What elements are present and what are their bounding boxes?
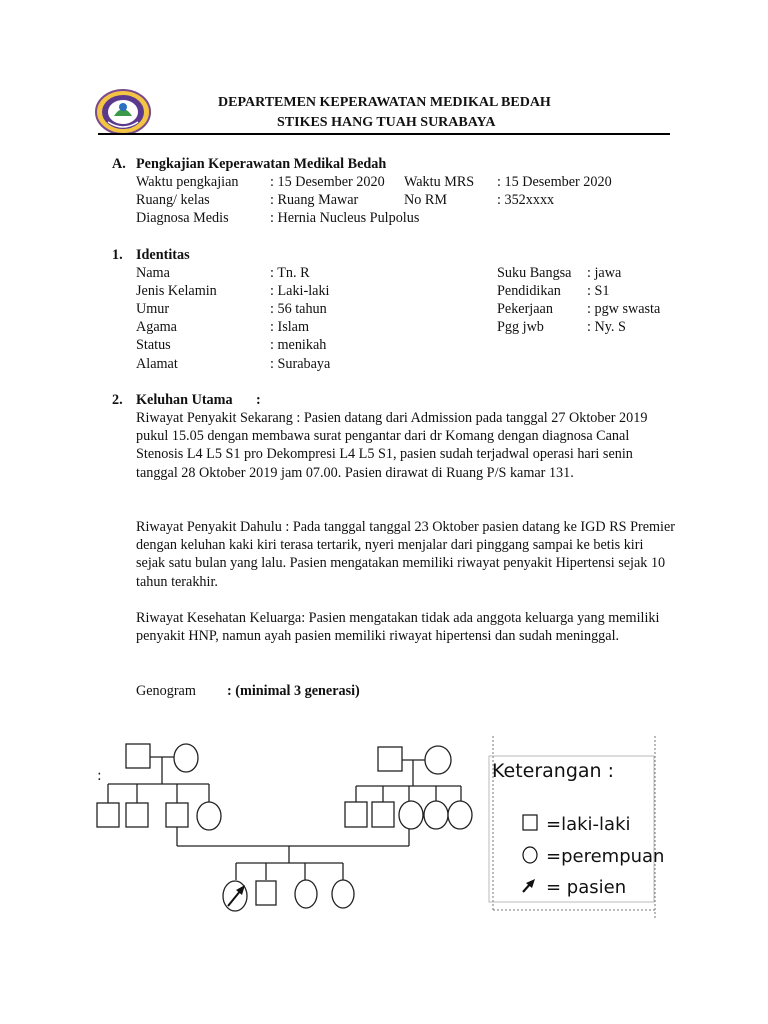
header-divider <box>98 133 670 135</box>
identity-label: Umur <box>136 301 170 317</box>
male-symbol <box>378 747 402 771</box>
identity-value: : menikah <box>270 337 327 353</box>
identity-label: Pgg jwb <box>497 319 544 335</box>
female-symbol <box>197 802 221 830</box>
identity-label: Pendidikan <box>497 283 561 299</box>
identity-value: : Laki-laki <box>270 283 330 299</box>
male-symbol <box>345 802 367 827</box>
female-symbol <box>424 801 448 829</box>
female-symbol <box>174 744 198 772</box>
field-value: : 15 Desember 2020 <box>270 174 385 190</box>
identity-label: Jenis Kelamin <box>136 283 217 299</box>
identity-value: : Islam <box>270 319 310 335</box>
identity-value: : Surabaya <box>270 356 331 372</box>
identity-value: : S1 <box>587 283 610 299</box>
section-1-title: Identitas <box>136 247 190 263</box>
institution-logo-icon <box>94 88 152 136</box>
identity-label: Agama <box>136 319 177 335</box>
male-symbol <box>256 881 276 905</box>
field-label: Ruang/ kelas <box>136 192 210 208</box>
identity-label: Suku Bangsa <box>497 265 572 281</box>
field-value: : 352xxxx <box>497 192 555 208</box>
legend-male: =laki-laki <box>546 814 631 835</box>
field-label: Waktu pengkajian <box>136 174 239 190</box>
male-symbol <box>372 802 394 827</box>
identity-value: : pgw swasta <box>587 301 661 317</box>
circle-icon <box>523 847 537 863</box>
male-symbol <box>126 744 150 768</box>
male-symbol <box>166 803 188 827</box>
genogram-diagram <box>0 722 768 952</box>
field-value: : 15 Desember 2020 <box>497 174 612 190</box>
female-symbol <box>332 880 354 908</box>
identity-value: : Tn. R <box>270 265 310 281</box>
identity-value: : jawa <box>587 265 622 281</box>
section-2-title: Keluhan Utama <box>136 392 233 408</box>
legend-female: =perempuan <box>546 846 665 867</box>
stray-mark: : <box>97 768 102 784</box>
field-label: Diagnosa Medis <box>136 210 229 226</box>
female-symbol <box>425 746 451 774</box>
section-1-number: 1. <box>112 247 123 263</box>
arrow-icon <box>523 879 535 892</box>
identity-label: Nama <box>136 265 170 281</box>
legend-patient: = pasien <box>546 877 627 898</box>
field-label: Waktu MRS <box>404 174 475 190</box>
female-symbol <box>295 880 317 908</box>
riwayat-penyakit-dahulu: Riwayat Penyakit Dahulu : Pada tanggal tanggal 23 Oktober pasien datang ke IGD RS Premier dengan keluhan kaki kiri terasa tertarik, nyeri menjalar dari pinggang sampai ke betis kiri sejak satu bulan yang lalu. Pasien mengatakan memiliki riwayat penyakit Hipertensi sejak 10 tahun terakhir. <box>136 519 676 590</box>
section-2-number: 2. <box>112 392 123 408</box>
genogram-note: : (minimal 3 generasi) <box>227 683 360 699</box>
field-value: : Hernia Nucleus Pulpolus <box>270 210 420 226</box>
identity-label: Alamat <box>136 356 178 372</box>
female-symbol <box>399 801 423 829</box>
identity-value: : Ny. S <box>587 319 626 335</box>
section-a-number: A. <box>112 156 126 172</box>
genogram-label: Genogram <box>136 683 196 699</box>
male-symbol <box>97 803 119 827</box>
riwayat-kesehatan-keluarga: Riwayat Kesehatan Keluarga: Pasien mengatakan tidak ada anggota keluarga yang memiliki penyakit HNP, namun ayah pasien memiliki riwayat hipertensi dan sudah meninggal. <box>136 610 660 645</box>
section-a-title: Pengkajian Keperawatan Medikal Bedah <box>136 156 387 172</box>
identity-label: Pekerjaan <box>497 301 553 317</box>
legend-title: Keterangan : <box>492 760 615 782</box>
male-symbol <box>126 803 148 827</box>
field-label: No RM <box>404 192 447 208</box>
female-symbol <box>448 801 472 829</box>
header-title: DEPARTEMEN KEPERAWATAN MEDIKAL BEDAH <box>218 95 551 110</box>
identity-label: Status <box>136 337 171 353</box>
field-value: : Ruang Mawar <box>270 192 359 208</box>
header-subtitle: STIKES HANG TUAH SURABAYA <box>277 115 496 130</box>
section-2-colon: : <box>256 392 261 408</box>
identity-value: : 56 tahun <box>270 301 327 317</box>
riwayat-penyakit-sekarang: Riwayat Penyakit Sekarang : Pasien datang dari Admission pada tanggal 27 Oktober 2019 pukul 15.05 dengan membawa surat pengantar dari dr Komang dengan diagnosa Canal Stenosis L4 L5 S1 pro Dekompresi L4 L5 S1, pasien sudah terjadwal operasi hari senin tanggal 28 Oktober 2019 jam 07.00. Pasien dirawat di Ruang P/S kamar 131. <box>136 410 648 481</box>
square-icon <box>523 815 537 830</box>
